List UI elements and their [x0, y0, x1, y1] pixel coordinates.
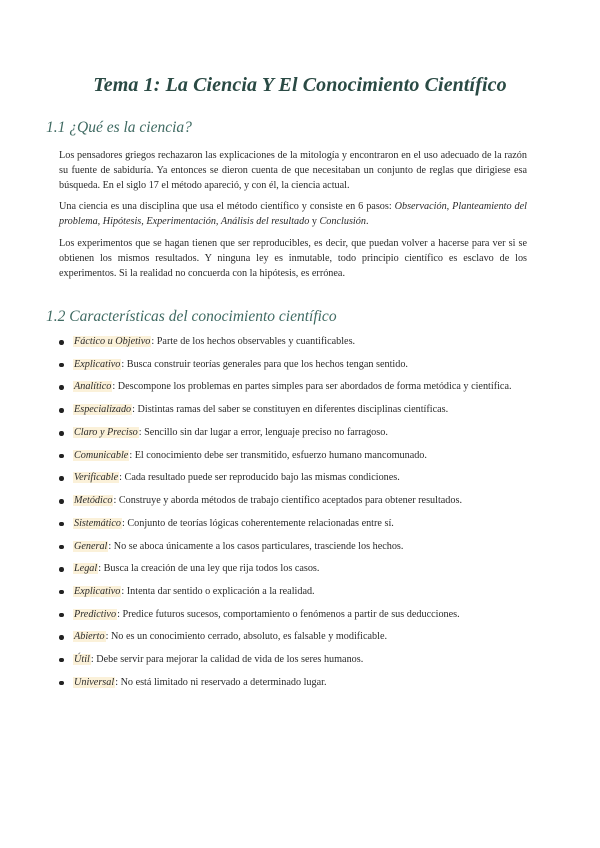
list-item	[59, 562, 527, 576]
characteristic-term: Abierto	[74, 631, 105, 643]
bullet-icon	[59, 613, 64, 618]
characteristic-description: : Conjunto de teorías lógicas coherentemente relacionadas entre sí.	[121, 517, 394, 529]
bullet-icon	[59, 635, 64, 640]
characteristic-description: : Sencillo sin dar lugar a error, lenguaje preciso no farragoso.	[138, 427, 388, 439]
characteristic-description: : Predice futuros sucesos, comportamiento o fenómenos a partir de sus deducciones.	[117, 608, 460, 620]
list-item	[59, 426, 527, 440]
characteristic-term: Explicativo	[74, 358, 121, 370]
section-heading-1: 1.1 ¿Qué es la ciencia?	[46, 119, 192, 136]
bullet-icon	[59, 681, 64, 686]
page-title: Tema 1: La Ciencia Y El Conocimiento Científico	[93, 74, 507, 96]
paragraph-experiments: Los experimentos que se hagan tienen que ser reproducibles, es decir, que puedan volver a hacerse para ver si se obtienen los mismos resultados. Y ninguna ley es inmutable, todo principio científico es esclavo de los experimentos. Si la realidad no concuerda con la hipótesis, es errónea.	[59, 238, 527, 279]
characteristic-description: : Busca la creación de una ley que rija todos los casos.	[98, 563, 320, 575]
list-item	[59, 608, 527, 622]
bullet-icon	[59, 590, 64, 595]
list-item	[59, 630, 527, 644]
characteristic-term: Legal	[74, 563, 98, 575]
characteristic-term: Útil	[74, 653, 90, 665]
list-item	[59, 676, 527, 690]
characteristic-description: : Debe servir para mejorar la calidad de vida de los seres humanos.	[90, 653, 364, 665]
list-item	[59, 494, 527, 508]
conjunction-text: y	[309, 216, 320, 227]
characteristic-term: Metódico	[74, 495, 113, 507]
characteristic-term: Especializado	[74, 404, 132, 416]
paragraph-science-definition	[59, 199, 527, 229]
list-item	[59, 358, 527, 372]
bullet-icon	[59, 476, 64, 481]
list-item	[59, 335, 527, 349]
characteristics-list	[59, 335, 527, 698]
characteristic-term: Predictivo	[74, 608, 117, 620]
method-steps: Observación, Planteamiento del problema, Hipótesis, Experimentación, Análisis del resultado	[59, 201, 527, 227]
bullet-icon	[59, 545, 64, 550]
bullet-icon	[59, 363, 64, 368]
characteristic-term: Fáctico u Objetivo	[74, 336, 151, 347]
characteristic-term: Sistemático	[74, 517, 121, 529]
list-item	[59, 403, 527, 417]
list-item	[59, 517, 527, 531]
characteristic-description: : Descompone los problemas en partes simples para ser abordados de forma metódica y científica.	[112, 381, 512, 393]
bullet-icon	[59, 567, 64, 572]
characteristic-description: : Busca construir teorías generales para que los hechos tengan sentido.	[121, 358, 408, 370]
characteristic-term: Claro y Preciso	[74, 427, 138, 439]
list-item	[59, 585, 527, 599]
characteristic-description: : Intenta dar sentido o explicación a la realidad.	[121, 585, 315, 597]
characteristic-term: Universal	[74, 676, 115, 688]
characteristic-description: : No está limitado ni reservado a determinado lugar.	[115, 676, 327, 688]
characteristic-description: : El conocimiento debe ser transmitido, esfuerzo humano mancomunado.	[129, 449, 427, 461]
characteristic-description: : Parte de los hechos observables y cuantificables.	[151, 336, 356, 347]
bullet-icon	[59, 431, 64, 436]
bullet-icon	[59, 499, 64, 504]
list-item	[59, 540, 527, 554]
characteristic-term: Explicativo	[74, 585, 121, 597]
bullet-icon	[59, 408, 64, 413]
characteristic-description: : Cada resultado puede ser reproducido bajo las mismas condiciones.	[119, 472, 400, 484]
bullet-icon	[59, 522, 64, 527]
characteristic-term: Verificable	[74, 472, 119, 484]
section-heading-2: 1.2 Características del conocimiento científico	[46, 308, 337, 325]
characteristic-description: : Construye y aborda métodos de trabajo científico aceptados para obtener resultados.	[113, 495, 463, 507]
characteristic-term: General	[74, 540, 108, 552]
characteristic-term: Analítico	[74, 381, 112, 393]
bullet-icon	[59, 454, 64, 459]
characteristic-description: : Distintas ramas del saber se constituyen en diferentes disciplinas científicas.	[132, 404, 449, 416]
characteristic-term: Comunicable	[74, 449, 129, 461]
paragraph-intro: Los pensadores griegos rechazaron las explicaciones de la mitología y encontraron en el uso adecuado de la razón su fuente de sabiduría. Ya entonces se dieron cuenta de que necesitaban un conjunto de reglas que dirigiese esa búsqueda. En el siglo 17 el método apareció, y con él, la ciencia actual.	[59, 150, 527, 191]
characteristic-description: : No es un conocimiento cerrado, absoluto, es falsable y modificable.	[105, 631, 388, 643]
list-item	[59, 653, 527, 667]
paragraph-text: Una ciencia es una disciplina que usa el método científico y consiste en 6 pasos:	[59, 201, 395, 212]
characteristic-description: : No se aboca únicamente a los casos particulares, trasciende los hechos.	[108, 540, 404, 552]
list-item	[59, 471, 527, 485]
list-item	[59, 449, 527, 463]
list-item	[59, 380, 527, 394]
period-text: .	[365, 216, 369, 227]
method-last-step: Conclusión	[319, 216, 366, 227]
bullet-icon	[59, 340, 64, 345]
bullet-icon	[59, 658, 64, 663]
bullet-icon	[59, 385, 64, 390]
